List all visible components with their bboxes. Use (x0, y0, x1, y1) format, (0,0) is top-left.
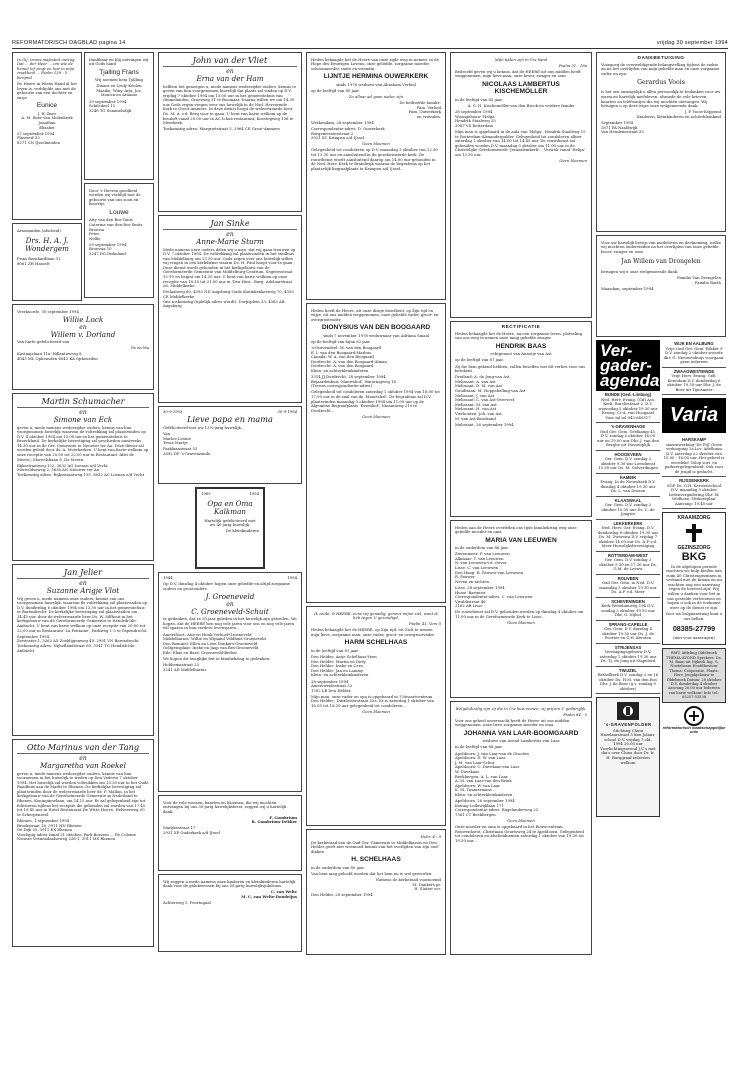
details: Gelegenheid tot condoleren op D.V. maandag 3 oktober van 12.30 tot 13.30 uur en aansluitend in de gereformeerde kerk. De rouwdienst wordt aansluitend daarop om 14.00 uur gehouden in de Ned. Herv. Kerk te Brandwijk waarna de begrafenis op het plaatselijk begraafplaats te Krimpen a/d IJssel... (311, 147, 438, 171)
addresses: Rhenen, 1 september 1994 Brookstraat 16, 3911 HN Rhenen De Dijk 25, 3911 EX Rhenen Voorlopig adres vanaf 21 oktober: Park Boezem..., De Colonie Nieuwe Veenendaalseweg 226-1, 3911 MS Rhenen (17, 817, 136, 842)
sign: F. Gombrium B. Gombrium-Dekker (251, 814, 297, 825)
intro: Op D.V. dinsdag 4 oktober hopen onze geliefde en altijd zorgzame ouders en grootouders (163, 581, 290, 591)
address: Hobbemastraat 23 3241 AD Middelharnis (163, 662, 207, 672)
close: We hopen dit heuglijke feit in familiekring te gedenken. (163, 656, 271, 662)
agenda-item (596, 520, 660, 552)
agenda-item-title: ROTTERDAM-WEST (607, 552, 649, 558)
family: Den Helder: Aatje Schelhaas-Veen Den Helder: Martin en Dirty Den Helder: Ineke en Cees Den Helder: Jan en Lammy Klein- en achterkleinkinderen (311, 654, 377, 678)
ref: Psalm 41, Vers 5 (409, 621, 441, 627)
text: Voorgoeg de overweldigende belangstelling tijdens de ziekte en na het overlijden van mijn geliefde man en onze zorgzame vader en opa (601, 61, 720, 76)
en: en (79, 755, 87, 762)
sign: Pa en Ma (131, 345, 149, 351)
announcement: Wij geven u, mede namens onze ouders, kennis van ons voorgenomen huwelijk, waarvan de voltrekking zal plaatsvinden op D.V. donderdag 6 oktober 1994 om 13.30 uur in het gemeentehuis te Barendrecht. De kerkelijke bevestiging zal plaatsvinden om 14.45 uur, door de weleerwaarde heer Ds. W. Silfhout in het kerkgebouw van de Gereformeerde Gemeente te Hendrik-Ido-Ambacht. U bent van harte welkom op onze receptie van 20.00 tot 22.00 uur in Restaurant 'La Fontaine', Parkweg 1-3 te Papendrecht. (17, 595, 148, 633)
sub: sinds 7 november 1978 weduwnaar van Adriana Smaal (322, 332, 430, 338)
age: in de ouderdom van 80 jaar. (311, 864, 365, 870)
addresses: Kastanjelaan 11a 'Hillantuwesg 8 4043 ML Opheusden 6043 KA Opheusden (17, 351, 98, 361)
farewell-address: Prins Bernhardlaan 12 8061 ZH Hasselt (17, 256, 61, 266)
agenda-item-details: Kerk Westduinweg 194 D.V. zondag 2 oktober 19.30 uur Dhr. G. Nijhof (601, 603, 655, 617)
place: Werkendam, 28 september 1994 (311, 119, 374, 125)
birth-louwe (84, 183, 154, 298)
agenda-item-title: ROUVEEN (617, 575, 639, 581)
age: op de leeftijd van bijna 82 jaar. (311, 338, 371, 344)
agenda-item-details: Ger. Gem. D.V. zondag 2 oktober 9.30 uur Leesdienst 15.30 uur Ds. M. Golverdingen (598, 456, 658, 470)
wedding-tang-roekel (12, 739, 154, 947)
deceased-name: HENDRIK BAAS (495, 342, 547, 350)
agenda-item-details: Vrije Oud Ger. Gem. Fokker 9 D.V. zondag 2 oktober woorde dhr. G. Nieuwenhuijs voorgaan. geen iedereen (663, 345, 725, 364)
name-2: Simone van Eck (53, 415, 113, 424)
deceased-name: JOHANNA VAN LAAR-BOOMGAARD (463, 729, 579, 737)
no-flowers: Geen bloemen (362, 141, 390, 147)
thanks-van-welie (158, 874, 302, 952)
rmu-logo-text: reformatorisch maatschappelijke unie (662, 724, 726, 735)
addresses: September 1994 Zevenster 1, 3262 AX Zoeklijgenweg 40, 2991 VN Barendrecht Toekomstig adres: Nijhoflandstraat 69, 3341 TG Hendrik-Ido-Ambacht (17, 633, 139, 653)
anniversary-kalkman (195, 487, 265, 569)
column-5 (596, 52, 726, 817)
rmu-emblem-icon (684, 706, 704, 726)
address: Apeldoorn, 28 september 1994 Koning Lodewijklaan 171 Correspondentie-adres: Engelanderweg 23 7361 CT Beekbergen (455, 798, 539, 817)
wedding-schumacher-eck (12, 393, 154, 561)
death-schelhaas-church (306, 829, 446, 955)
birth-eunice (12, 52, 82, 220)
china-text: Stichting China Hazelaarstraat 5 Ken Jolans-school D.V. vrijdag 7 okt. 1994 20.00 uur Voorlichtingsavond J.V.'s met dia's over China door Dr. Ir. H. Burggraaf iedereen welkom (600, 727, 656, 765)
ref: Psalm 84 : 5 (563, 711, 587, 717)
text: Voor uw hartelijk bewijs van medeleven en deelneming, welke wij mochten ondervinden na het overlijden van onze geliefde broer, zwager en oom (601, 239, 721, 254)
anniversary-groeneveld (158, 572, 302, 792)
deceased-name: NICOLAAS LAMBERTUS KISCHEMÖLLER (482, 80, 560, 96)
agenda-item-title: KLAASWAAL (614, 497, 642, 503)
deceased-name: MARIA VAN LEEUWEN (485, 536, 557, 544)
death-van-laar (450, 701, 592, 955)
text: Gefeliciteerd met nw 12½-jarig huwelijk. (163, 425, 243, 431)
family: Apeldoorn: J. van Laar-van de Grooten Apeldoorn: D. W. van Laar J. M. van Laar-Schut Apeldoorn: C. Duvekaar-van Laar W. Duvekaar Beekbergen: A. L. van Laar A. M. van Laar-van den Brink Apeldoorn: W. van Laar K. M. Timmermans Klein- en achterkleinkinderen (455, 750, 529, 797)
name-2: Anne-Marie Sturm (196, 237, 264, 246)
text: Voor de vele wensen, kaarten en bloemen, die wij mochten ontvangen bij ons 50-jarig huwelijksfeest, zeggen wij u hartelijk dank. (163, 799, 287, 814)
agenda-item-title: TWIJZEL (619, 667, 637, 673)
age: in de leeftijd van 88 jaar. (455, 744, 503, 750)
announcement: geven u, mede namens wederzijdse ouders, kennis van hun voorgenomen huwelijk waarvan de voltrekking zal plaatsvinden op D.V. 4 oktober 1994 om 15.00 uur in het gemeentehuis te Broeckland. De kerkelijke bevestiging zal geschieden omstreeks 14.30 uur in de Ger. Gemeente te Nieuwer ter Aa. Deze dienst zal worden geleid door ds. A. Moerkerken. U bent van harte welkom op onze receptie van 20.00 tot 22.00 uur in Restaurant 'Afrit de Meern', Moreelsbaan 6, De Meern. (17, 424, 149, 462)
address: Marijkestraat 17 2931 XP Ouderkerk a/d IJssel (163, 825, 220, 836)
varia-list (662, 436, 726, 509)
quote: Zo allaar ad gaan nader zijn (348, 93, 404, 99)
year-right: 1994 (287, 575, 297, 580)
deceased-name: LIJNTJE HERMINA OUWERKERK (323, 73, 429, 81)
details: Mijn man is opgebaard in de aula van 'Helga', Hendrik Staalweg 15 te Rotterdam-Alexanderpolder. Gelegenheid tot condoleren alhier zaterdag 1 oktober van 14.00 tot 14.45 uur. De rouwdienst zal gehouden worden D.V. maandag 3 oktober om 11.00 uur in de Christelijke Gereformeerde 'Jeruzalemkerk'... Vertrek vanaf 'Helga' om 13.30 uur. (455, 128, 586, 157)
en: en (79, 580, 87, 587)
agenda-item (596, 391, 660, 423)
thanks-van-drongelen (596, 235, 726, 337)
agenda-item (596, 667, 660, 695)
agenda-item (596, 575, 660, 598)
names: Van Marloe Leonie Tessa Martje (163, 431, 191, 446)
rectificatie-head: RECTIFICATIE (501, 325, 541, 330)
no-flowers: Geen bloemen (507, 817, 535, 823)
agenda-item (596, 644, 660, 667)
address: Prelaatweg 60, 4383 ND Augsburg-Oude Koninkenkesweg 70, 4355 CE Middelkerke Ons toekomstig (tijdelijk adres wordt): Dorpsplein 33, 4383 AB Augsburg (163, 289, 294, 309)
death-kischemoller (450, 52, 592, 318)
varia-item-title: RIJSSENKERK (679, 478, 709, 483)
address: Parklaanstraat 53 2692 DP 's-Gravenzande (163, 446, 211, 457)
name-note: Wij noemen hem Tjalling (95, 77, 143, 83)
agenda-section (596, 340, 726, 817)
sign: C. van Welie M. C. van Welie-Dondeijns (241, 889, 297, 899)
varia-item-title: HARSKAMP (681, 437, 707, 442)
agenda-item (662, 368, 726, 396)
sub: weduwe van Arend Lambertus van Laar (482, 738, 560, 744)
agenda-item-title: ZWAAGWESTEINDE (673, 368, 715, 374)
date-address: 29 september 1994 Schilcdeel 13 3248 TG Sommelsdijk (89, 98, 132, 113)
name-1: Willie Lock (62, 314, 104, 324)
agenda-item-title: WIJK EN AALBURG (674, 341, 714, 346)
varia-title: Varia (662, 398, 726, 433)
title: Lieve papa en mama (187, 413, 273, 424)
place-date: Veerkoorde, 30 september 1994 (17, 308, 79, 314)
china-ad (596, 697, 660, 817)
age: op de leeftijd van 80 jaar. (311, 87, 360, 93)
agenda-item-details: Verenigingsgebouw D.V. zaterdag 1 oktober 19.30 uur Ds. Tj. de Jong uit Stapelord (599, 649, 657, 663)
wedding-vliet-ham (158, 52, 302, 212)
year-left: 1944 (163, 575, 173, 580)
parents: Atty van den Bos-Tanis Caterina van den Bos-Smits Broessa Peter Nellie (89, 217, 143, 241)
birth-tjalling (84, 52, 154, 180)
address: Toekomstig adres: Margrietstraat 5, 2964 CE Groot-Ammers (163, 126, 280, 132)
agenda-item (596, 598, 660, 621)
quote: Ik zeide: O HEERE, eens wij genadig; genees mijne ziel, want ik heb tegen U gezondigd. (314, 610, 438, 621)
age: op de leeftijd van 87 jaar. (455, 357, 504, 363)
china-head: 's-GRAVENPOLDER (604, 722, 652, 727)
announcement: geven u, mede namens wederzijdse ouders, kennis van hun voornemen in het huwelijk te treden op Den Vaderte 7 oktober 1994. Het huwelijk zal worden voltrokken om 13.30 uur in het Oude Raadhuis aan de Markt te Rhenen. De kerkelijke bevestiging zal plaatsvinden door de weleerwaarde heer ds. F. Mallan, in het kerkgebouw van de Gereformeerde Gemeente in Nederland te Rhenen, Koninginnelaan, om 14.15 uur. Er zal gelegenheid zijn tot feliciteren tijdens het receptie die gehouden zal worden van 17.45 tot 19.45 uur in Hotel Restaurant De Witte Hoeve, Helveerweg 20 te Scherpenzeel. (17, 770, 149, 817)
parents: J. H. Boer A. M. Boer-van Molenbeek Jonathan Elisabet (21, 110, 73, 130)
date: Den Helder, 28 september 1994 (311, 892, 373, 898)
name-2: Willem v. Dorland (50, 329, 116, 339)
parents: Dinant en Leidy Keulen Maaike, Winy, Arja, Jos, Monica en Arianne (96, 83, 142, 98)
family: Drieland: A. de Jong-van Ast Melissant: A. van Ast Melissant: D. M. van Ast Goudriaan: M. Hoppebelling-van Ast Melissant: J. van Ast Melissant: C. van Ast-Overveel Melissant: M. van Ast Melissant: H. van Ast Vierhouten: Joh. van Ast M. van Ast-Boodzand (455, 374, 526, 421)
address: 3314 JJ Dordrecht, 28 september 1994 Bejaardenhuis 'Maurtshof', Wateringweg 18 (Tevens correspondentie-adres) (311, 374, 396, 389)
gezinszorg-title: GEZINSZORG (677, 545, 711, 551)
text: Voor ons geheel onverwacht heeft de Heere uit ons midden weggenomen, onze lieve zorgzame moeder en oma (455, 717, 570, 728)
correspondence: Correspondentie-adres: D. Ouwerkerk Burgemeesterstraat 2 2921 XC Krimpen a/d IJssel (311, 126, 385, 141)
thanks-voois (596, 52, 726, 232)
agenda-item-details: Oud Ger. Gem. in Ned. D.V. maandag 3 oktober 19.30 uur Ds. A.P. v.d. Meer (599, 580, 657, 594)
congrats: Van harte gefeliciteerd van (17, 339, 70, 345)
death-van-leeuwen (450, 520, 592, 698)
bkg-call: Voor uw hulpaanvraag kunt u ons bellen: (665, 610, 723, 621)
name-1: Jan Jelier (17, 568, 149, 579)
agenda-item-title: BUNDE (Ged.-Limburg) (604, 392, 652, 397)
agenda-item-details: Bethelkerk D.V. zondag 2 en 16 oktober Ds. H.M. van den Bos Dhr. J. de Boer (g.v. zondag 9 oktober) (597, 672, 659, 691)
sign: Namens de kerkeraad voornoemd M. Dankers pr. H. Slatter scr. (375, 877, 441, 892)
address: 28 september 1994 Amersweidestraat 32 1782 LB Den Helder (311, 678, 353, 693)
page-header (12, 40, 728, 49)
agenda-item-details: Ned. Herv. Ger. Evang. D.V. donderdag 6 oktober 19.30 uur Ds. M. Zwerstra D.V. vrijdag 7 oktober 14.00 uur Ds. A.P. v.d. Meer Huwelijksbevestiging (597, 525, 659, 548)
name-1: Otto Marinus van der Tang (17, 743, 149, 754)
age: in de leeftijd van 85 jaar. (455, 96, 503, 102)
family: De bedroefde familie: Fam. Verhoil Fam. Ouwerkerk en vrienden. (399, 100, 441, 119)
no-flowers: Geen bloemen (362, 413, 390, 419)
date: September 1994 2871 PA Naaldwijk Van Heudensstraat 35 (601, 120, 644, 135)
name-2: C. Groeneveld-Schuit (191, 606, 269, 616)
farewell-name: Drs. H. A. J. Wondergem (25, 236, 69, 254)
text-2: Van hem mag geloofd worden dat het hem nu is wel geworden. (311, 870, 433, 876)
family: Zierenmeer: P. van Leeuwen Alkmaar: T. van Leeuwen N. van Leeuwen-v.d. Oever Lisse: C. van Leeuwen Den Haag: R. Pauwer-van Leeuwen R. Pauwer Neven en nichten (455, 551, 524, 584)
sub: echtgenoot van Annetje van Ast (490, 351, 552, 357)
agenda-item-details: Oud Ger. Gem. Geelkamp 45. D.V. zondag 2 oktober 16.00 uur en 19.00 uur Dhr. J. van den Berghe uit Dussenplijk (597, 428, 659, 447)
family: Amersfoort: Atie en Henk Verhoef-Groeneveld Middelharnis: Willie en Wijnand Veldhuis-Groeneveld Den Bommel: Ellen en Leen Donkers-Groeneveld Ooltgensplaat: Ineke en Jaap van Bes-Groeneveld Ede: Elias en Baric Groeneveld-Bieber (163, 631, 266, 655)
china-logo-icon (617, 702, 639, 720)
deceased-name: DIONYSIUS VAN DEN BOOGAARD (321, 324, 431, 332)
quote: Mijn tijden zijn in Uw hand (494, 56, 548, 62)
agenda-item-title: SCHEVENINGEN (611, 598, 645, 604)
date-address: 29 september 1994 Broessia 10 3247 DG Dirksland (89, 241, 127, 257)
agenda-item-title: KAMEIK (619, 474, 637, 480)
text: Heden behaagde het de HEERE, op Zijn tijd, tot Zich te nemen mijn lieve, zorgzame man, onze vader, groot- en overgrootvader (311, 627, 435, 637)
en: en (226, 68, 234, 75)
deceased-name: H. SCHELHAAS (351, 856, 401, 864)
death-ouwerkerk (306, 52, 446, 300)
header-right: vrijdag 30 september 1994 (656, 40, 728, 46)
agenda-item-title: HOOGEVEEN (614, 451, 642, 457)
details: Onze moeder en oma is opgebaard in het Rouwcentrum Rouwenhorst, Christiaan Geurtsweg 24 te Apeldoorn. Gelegenheid tot condoleren en afscheidnemen zaterdag 1 oktober van 19.30 tot 19.30 uur... (455, 823, 584, 843)
no-flowers: Geen bloemen (362, 709, 390, 715)
column-1 (12, 52, 154, 950)
thanks-head: DANKBETUIGING (637, 56, 685, 61)
death-schelhaas (306, 606, 446, 826)
column-3 (306, 52, 446, 958)
quote: Welgelukzalig zijn zij die in Uw huis wonen; zij prijzen U gedurigljk. (455, 705, 587, 711)
column-2 (158, 52, 302, 955)
en: en (226, 231, 234, 238)
agenda-item-title: SPRANG-CAPELLE (608, 621, 648, 627)
phone-note: (niet voor aanvragen) (673, 635, 715, 641)
deceased-name: HARM SCHELHAAS (344, 639, 408, 647)
deceased-name: Jan Willem van Drongelen (621, 258, 701, 266)
year-right: 1994 (249, 491, 259, 496)
en: en (226, 600, 234, 608)
text: De kerkeraad van de Oud Ger. Gemeente te Middelharnis en Den Helder geeft met weemoed kennis van het overlijden van zijn oud-diaken (311, 839, 439, 854)
child-name: Louwe (109, 208, 129, 216)
address: Lisse, 28 september 1994 Huize 'Bartnieu' Correspondentie-adres: C. van Leeuwen Vivaldistraat 46 2162 AB Lisse (455, 584, 533, 609)
sign: J. P. Voois-Koppend Kinderen, kleinkinderen en achterkleinkind (636, 109, 721, 119)
column-4 (450, 52, 592, 958)
agenda-item (596, 474, 660, 497)
year-left: 30-9-1953 (163, 409, 183, 414)
agenda-list-left (596, 391, 660, 694)
birth-text: Door 's Heeren goedheid werden wij verblijd met de geboorte van ons zoon en broertje (89, 187, 141, 207)
name-2: Erna van der Ham (196, 74, 264, 83)
en: en (79, 323, 87, 331)
date: Melissant, 26 september 1994 (455, 421, 514, 427)
no-flowers: Geen bloemen (559, 158, 587, 163)
header-left: REFORMATORISCH DAGBLAD pagina 14 (12, 40, 126, 46)
agenda-item-details: Vrije Herv. Evang. Geb. Kerstdam D.V. donderdag 6 oktober 19.30 uur Dhr. J. de Boer uit Tijmsmeer (667, 373, 721, 392)
wedding-lock-dorland (12, 304, 154, 390)
text: Heden heeft de Heere, uit onze dirige doorfbeid, op Zijn tijd en wijze, uit ons midden weggenomen, onze geliefde vader, groot- en overgrootvader (311, 307, 439, 322)
agenda-item-details: Evang. In de Nieuwkerk D.V. dinsdag 4 oktober 19.30 uur Ds. L. van Drusen (600, 479, 656, 493)
rectificatie-baas (450, 321, 592, 517)
varia-item (662, 477, 726, 509)
name-2: Margaretha van Roekel (40, 761, 126, 770)
verse: In Gij, trouw majesteit ontzag, Dat ... der Heer ... om wie de hemel lof zingt en hoe in mijn zwakheid ... Psalm 139 : 5 berijmd (17, 56, 76, 80)
sign: De kleinkinderen (225, 528, 259, 534)
text-2: Zij die hem gekend hebben, zullen beseffen wat dit verlies voor ons betekent. (455, 363, 586, 374)
no-flowers: Geen bloemen (507, 620, 535, 626)
age: in de leeftijd van 81 jaar. (311, 647, 359, 653)
ref: Psalm 31 : 16a (558, 62, 587, 68)
birth-text: Dankbaar en blij ontvingen wij uit Gods hand (89, 56, 149, 67)
addresses: Rijksstraatweg 122, 3632 AG Loenen a/d Vecht Moreeldseweg 2, 3638 AN Nieuwer ter Aa Toekomstig adres: Rijksstraatweg 135, 3632 AC Loenen a/d Vecht (17, 462, 145, 477)
en: en (79, 409, 87, 416)
name-1: Jan Sinke (163, 219, 297, 230)
ref: Hebr. 4 : 9 (420, 833, 441, 839)
details: Gelegenheid tot condoleren zaterdag 1 oktober 1994 van 16.00 tot 17.00 uur in de zaal van de 'Maurtshof'. De begrafenis zal D.V. plaatsvinden maandag 3 oktober 1994 om 11.00 uur op de Algemene Begraafplaats 'Essenhof', Nassauweg 210 te Dordrecht... (311, 389, 440, 413)
year-left: 1969 (201, 491, 211, 496)
family: A. G. H. Kischemöller-van den Brock en verdere familie (467, 102, 575, 108)
varia-item (662, 436, 726, 477)
details: De rouwdienst zal D.V. gehouden worden op dinsdag 4 oktober om 11.00 uur in de Gereformeerde Kerk te Lisse... (455, 609, 584, 619)
child-name: Eunice (36, 102, 58, 110)
text: Bedroefd geven wij u kennis, dat de HEERE uit ons midden heeft weggenomen, mijn lieve man, onze broer, zwager en oom (455, 68, 581, 79)
deceased-name: Gerardus Voois (637, 79, 685, 87)
agenda-item-details: Ger. Gem. D.V. zondag 2 oktober 9.30 en 17.30 uur Ds. G.M. de Leeuw (599, 557, 657, 571)
agenda-item (596, 497, 660, 520)
varia-item-details: samenwerking 'De Pijl' Grote verkooping 1a Lcv. Adelhuim D.V. zaterdag 22 oktober van 10.00 - 16.00 uur. Het geheel is overdekt! Volop sort. en parkeergelegenheid. Ook voor de jeugd is gedacht. (663, 441, 725, 474)
birth-text: De Heere in Wiens Hand al het leven is, verblijdde ons met de geboorte van een dochter en zusje (17, 80, 77, 100)
wedding-jelier-vlot (12, 564, 154, 736)
bkg-ad (662, 512, 726, 645)
bkg-text: In de afgelopen periode mochten we hulp bieden aan ruim 40 Christengezinnen in verband met de kraam en nu wachten nog een aanvraag tegen de hoeveel zijn! Wij willen u danken voor het in ons gestelde vertrouwen en hopen u ook in de toekomst weer op de dienst te zijn. (666, 563, 722, 610)
rmu-ad (662, 648, 726, 702)
varia-item-details: SGP Ds. G.H. Kerstenschool D.V. maandag 3 oktober Ledenvergadering Dhr. M. Veldhoen 'Verkoerplan' Aanvang: 19.45 uur (667, 482, 721, 506)
text: te gedenken, dat ze 50 jaar geleden in het huwelijk zijn getreden. We hopen, dat de HEERE hen nog vele jaren voor ons en nog vele jaren wil sparen in hun verdere levensjaren... (163, 616, 297, 631)
agenda-item (596, 552, 660, 575)
agenda-item (596, 423, 660, 451)
title: Opa en Oma Kalkman (207, 498, 253, 516)
bkg-title: BKG (681, 551, 707, 563)
text: Hartelijk gefeliciteerd met uw 40-jarig huwelijk. (204, 517, 256, 528)
sign: Familie Van Drongelen Familie Barth (677, 275, 721, 285)
family: 's-Gravendeel: M. van den Boogaard E. I. van den Boogaard-Marbus Canada: W. A. van den Boogaard Dordrecht: A. van den Boogaard-Alman Dordrecht: A. van den Boogaard Klein- en achterkleinkinderen (311, 344, 387, 373)
year-right: 30-9-1994 (277, 409, 297, 414)
text: Heden behaagde het de Heere, na een zorgzame leven, plotseling van ons weg te nemen onze innig geliefde zwager (455, 330, 583, 341)
announcement: hebben het genoegen u, mede namens wederzijdse ouders, kennis te geven van hun voorgenomen huwelijk dat plaats zal vinden op D.V. vrijdag 7 oktober 1994 om 13.00 uur in het gemeentehuis van Ommelanden, Grootweg 31 te Boomaar. Daarna willen we om 14.30 uur Gods zegen vragen over ons huwelijk in de Ned. Hervormde Kerk te Groot-Ammers. In deze dienst hoopt de weleerwaarde heer Ds. M. A. v.d. Berg voor te gaan. U bent van harte welkom op de bruiloft vanaf 20.00 uur in AC Ichoà-restaurant, Koestegweg 136 te Meerkerk. (163, 83, 296, 126)
thanks-gombrium (158, 795, 302, 871)
agenda-item-title: LEKKERKERK (613, 520, 643, 526)
rmu-logo (662, 706, 726, 735)
agenda-item-details: Ger. Gem. D.V. zondag 2 oktober 10.00 uur Ds. C. de Jongste (601, 502, 655, 516)
cross-logo-icon (682, 523, 706, 543)
name-1: John van der Vliet (163, 56, 297, 67)
address: 28 september 1994 Woongebouw 'Helga' Hendrik Staalweg 25 2087 VS Rotterdam (455, 109, 496, 128)
agenda-title: Ver- gader- agenda (596, 340, 660, 391)
death-van-den-boogaard (306, 303, 446, 603)
agenda-list-right (662, 340, 726, 395)
name-2: Suzanne Arigje Vlot (46, 586, 120, 595)
child-name: Tjalling Frans (99, 68, 139, 76)
wedding-sinke-sturm (158, 215, 302, 403)
text: Wij zeggen u mede namens onze kinderen en kleinkinderen hartelijk dank voor de gelukwensen bij ons 50-jarig huwelijksjubileum. (163, 878, 296, 889)
agenda-item-details: Ger. Gem. D.V. dinsdag 4 oktober 19.30 uur Ds. J. de Poorter en G.H. Kersten (602, 626, 654, 640)
address: Achterweg 5, Poortugaal (163, 899, 211, 905)
phone-number[interactable]: 08385-27799 (672, 624, 716, 634)
announcement: Mede namens onze ouders delen wij u mee, dat wij gaan trouwen op D.V. 7 oktober 1994. De voltrekking zal plaatsvinden in het stadhuis van Middelburg om 13.30 uur. Gods zegen over ons huwelijk willen wij vragen in een kerkdienst waarin Ds. H. Paul hoopt voor te gaan. Deze dienst wordt gehouden in het kerkgebouw van de Gereformeerde Gemeente van Middelburg-Centrum, Segeersstraat 15-19 en begint om 14.30 uur. U bent van harte welkom op onze receptie van 18.30 tot 21.00 uur in 'Den Huis', Burg. Adelaarstraat 26, Middelkerke. (163, 246, 296, 289)
sub: sinds 1976 weduwe van Abraham Verhoil (336, 81, 416, 87)
date-address: 27 september 1994 Plaswerf 35 8271 CN IJsselmuiden (17, 130, 61, 145)
details: Mijn man, onze vader en opa is opgebaard in 'Uitvaartcentrum Den Helder', Dinxlosserstraat 55a. Er is zaterdag 1 oktober van 16.00 tot 16.30 uur gelegenheid tot condoleren... (311, 693, 434, 708)
name-1: J. Groeneveld (205, 591, 255, 601)
farewell-wondergem (12, 223, 82, 301)
anniversary-papa-mama (158, 406, 302, 484)
agenda-item (596, 621, 660, 644)
agenda-item (662, 340, 726, 368)
age: in de ouderdom van 86 jaar. (455, 545, 509, 551)
date: Maasdam, september 1994 (601, 286, 654, 292)
rmu-text: RMU Afdeling Oldebroek THEMA-AVOND Sprekers: Ds. M. Baan uit Nijkerk Ing. G. Nooteboom Hoofdbestuur Thema: Coöperatie. Plaats: Herv. Jeugdgebouw te Oldebroek Datum: 28 oktober D.V. donderdag 4 oktober aanvang 20.00 uur Iedereen van harte welkom! Info tel.: 05257-53538 (666, 651, 722, 700)
text: Heden aan de Heere overleden ons tijde familiekring weg onze geliefde moeder en oma (455, 524, 577, 535)
agenda-item-title: 's-GRAVENHAGE (610, 424, 646, 429)
kraam-title: KRAAMZORG (677, 515, 711, 521)
text-2: betuigen wij u onze welgemeende dank. (601, 269, 679, 275)
agenda-item-title: STRIJENSAS (614, 644, 642, 650)
name-1: Martin Schumacher (17, 397, 149, 408)
text: Heden behaagde het de Heere van onze zijde weg te nemen, in de Hope des Eeuwigen Levens, onze geliefde, zorgzame moeder, schoonmoeder, tante en vriendin (311, 56, 439, 71)
text-2: is het ons onmogelijk u allen persoonlijk te bedanken voor uw warm en hartelijk medeleven, alsmede de vele brieven, kaarten en telefoontjes die wij mochten ontvangen. Wij betuigen u op deze wijze onze welgemeende dank. (601, 89, 721, 109)
agenda-item (596, 451, 660, 474)
farewell-text: Arnemuiden (afscheid) (17, 227, 61, 233)
agenda-item-details: Ned. Herv. Evang. (Gif) Ass. Kerk, Burchtstraat 2. D.V. woensdag 5 oktober 19.30 uur Ersteg. Ct-A. van Hoogaart Voor inl tel 043-640317 (598, 396, 658, 420)
